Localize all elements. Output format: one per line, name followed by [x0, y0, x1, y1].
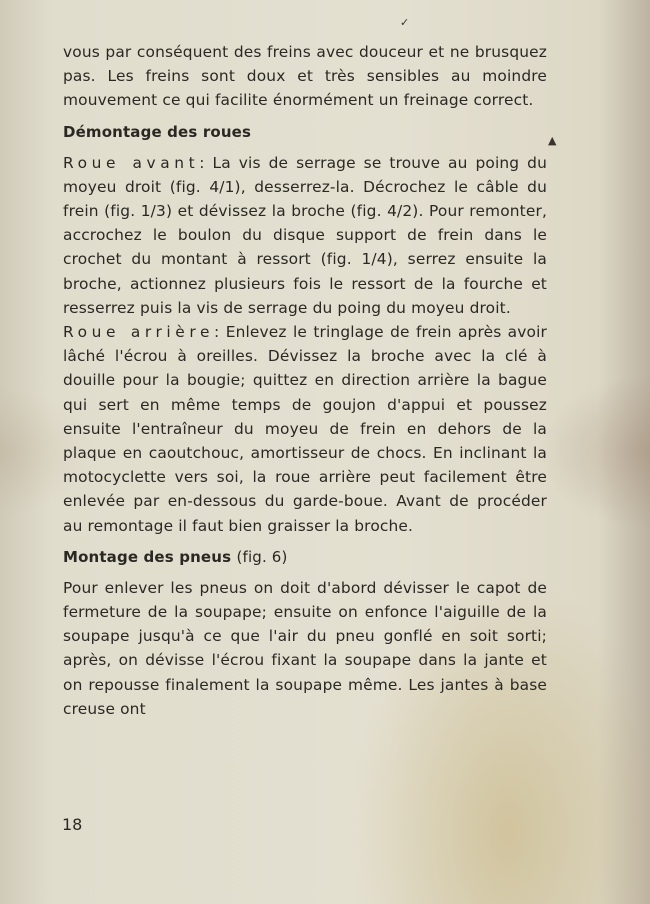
section-heading-tire-mounting [63, 545, 547, 569]
tire-heading-figure-ref: (fig. 6) [236, 547, 288, 566]
page-body [63, 40, 547, 721]
ink-speck: ▲ [548, 134, 557, 147]
rear-wheel-paragraph [63, 320, 547, 538]
rear-wheel-text: : Enlevez le tringlage de frein après avoir lâché l'écrou à oreilles. Dévissez la broche avec la clé à douille pour la bougie; quittez en direction arrière la bague qui sert en même temps de goujon d'appui et poussez ensuite l'entraîneur du moyeu de frein en dehors de la plaque en caoutchouc, amortisseur de chocs. En inclinant la motocyclette vers soi, la roue arrière peut facilement être enlevée par en-dessous du garde-boue. Avant de procéder au remontage il faut bien graisser la broche. [63, 323, 547, 535]
front-wheel-paragraph [63, 151, 547, 320]
front-wheel-text: : La vis de serrage se trouve au poing du moyeu droit (fig. 4/1), desserrez-la. Décrochez le câble du frein (fig. 1/3) et dévissez la broche (fig. 4/2). Pour remonter, accrochez le boulon du disque support de frein dans le crochet du montant à ressort (fig. 1/4), serrez ensuite la broche, actionnez plusieurs fois le ressort de la fourche et resserrez puis la vis de serrage du poing du moyeu droit. [63, 153, 547, 317]
ink-mark: ✓ [400, 16, 410, 29]
page-number: 18 [62, 815, 83, 834]
intro-paragraph: vous par conséquent des freins avec douceur et ne brusquez pas. Les freins sont doux et très sensibles au moindre mouvement ce qui facilite énormément un freinage correct. [63, 43, 547, 110]
front-wheel-label: Roue avant [63, 153, 200, 172]
rear-wheel-label: Roue arrière [63, 323, 215, 342]
section-heading-wheel-removal: Démontage des roues [63, 122, 252, 141]
tire-paragraph: Pour enlever les pneus on doit d'abord dévisser le capot de fermeture de la soupape; ensuite on enfonce l'aiguille de la soupape jusqu'à ce que l'air du pneu gonflé en soit sorti; après, on dévisse l'écrou fixant la soupape dans la jante et on repousse finalement la soupape même. Les jantes à base creuse ont [63, 578, 547, 718]
tire-heading-title: Montage des pneus [63, 547, 232, 566]
